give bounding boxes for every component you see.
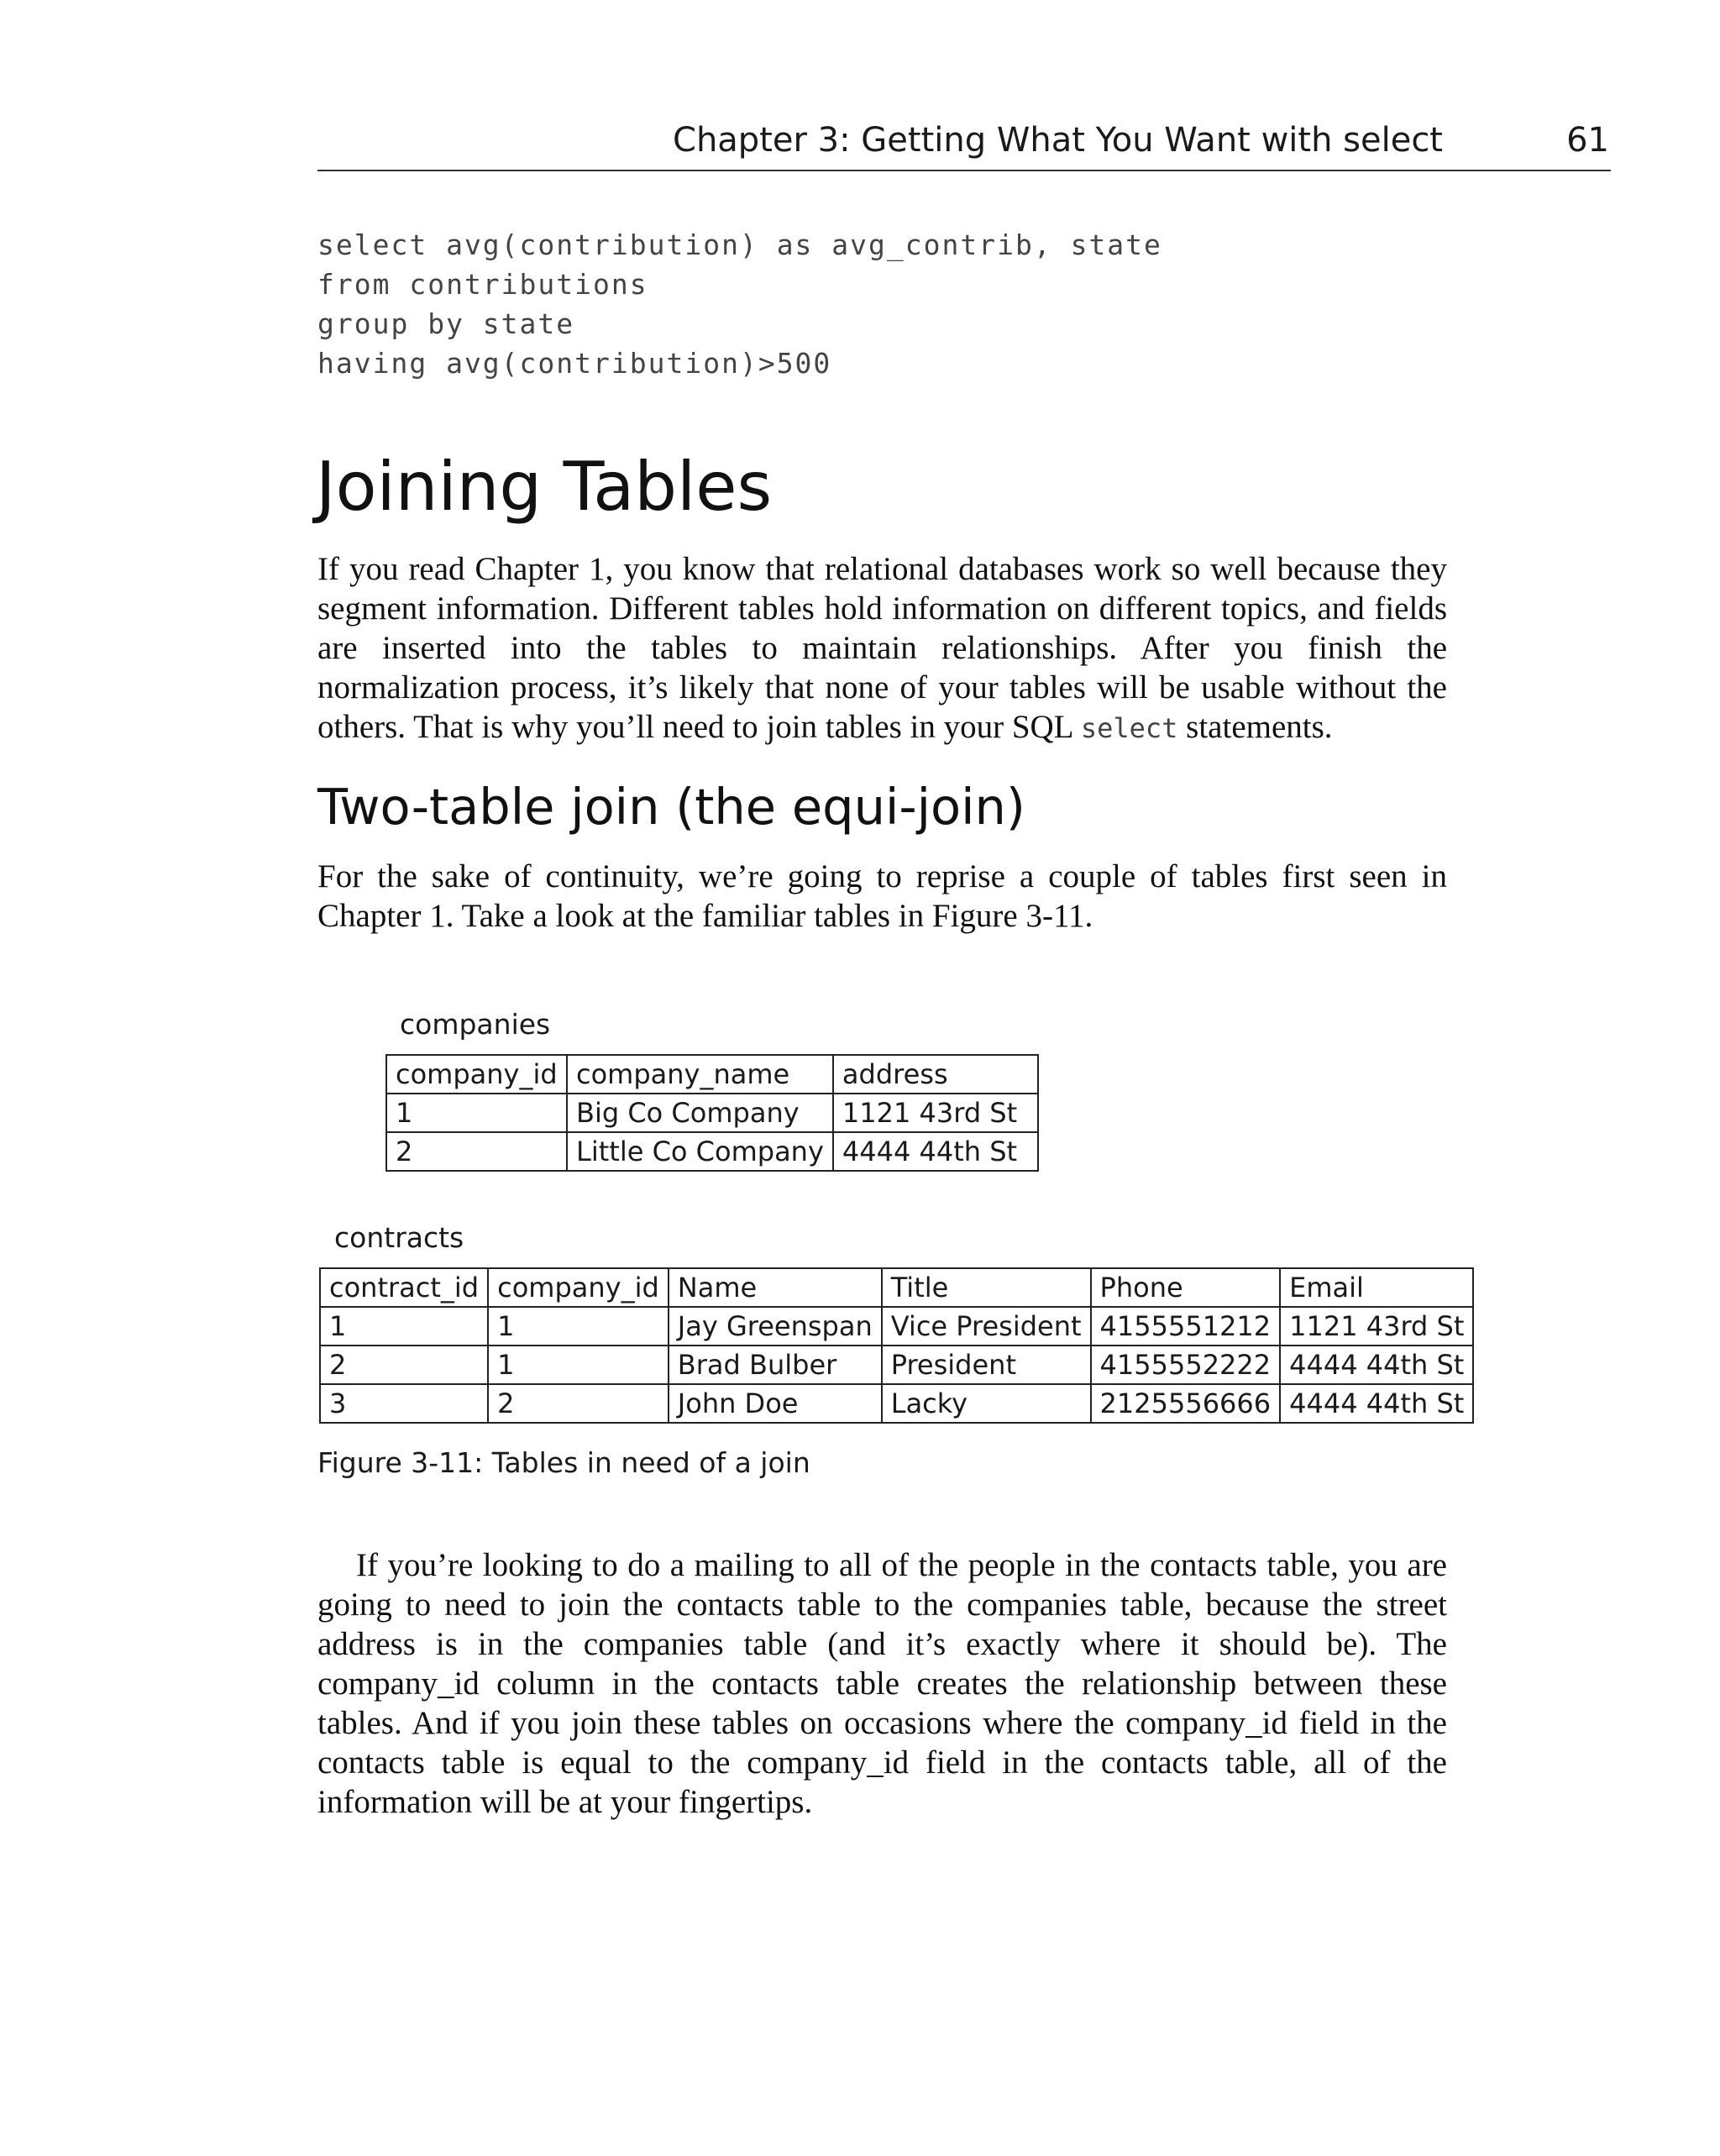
table-cell: 1121 43rd St	[833, 1094, 1038, 1132]
table-cell: 2	[488, 1384, 669, 1423]
subsection-heading: Two-table join (the equi-join)	[317, 778, 1025, 836]
figure-caption: Figure 3-11: Tables in need of a join	[317, 1446, 810, 1479]
table-cell: 1	[320, 1307, 488, 1346]
chapter-title: Chapter 3: Getting What You Want with select	[673, 121, 1443, 160]
column-header: Title	[882, 1268, 1091, 1307]
table-cell: 1	[488, 1346, 669, 1384]
column-header: address	[833, 1055, 1038, 1094]
intro-text: If you read Chapter 1, you know that relational databases work so well because they segment information. Different tables hold information on different topics, and fields are inserted into the tables to maintain relationships. After you finish the normalization process, it’s likely that none of your tables will be usable without the others. That is why you’ll need to join tables in your SQL	[317, 551, 1447, 745]
table-cell: 4444 44th St	[1280, 1384, 1473, 1423]
code-line: having avg(contribution)>500	[317, 347, 832, 380]
table-cell: 1	[488, 1307, 669, 1346]
table-cell: President	[882, 1346, 1091, 1384]
table-row	[386, 1132, 1038, 1171]
contracts-table	[319, 1267, 1474, 1424]
code-line: group by state	[317, 307, 575, 340]
table-cell: 2	[320, 1346, 488, 1384]
table-cell: Little Co Company	[567, 1132, 833, 1171]
column-header: Email	[1280, 1268, 1473, 1307]
table-cell: 4444 44th St	[1280, 1346, 1473, 1384]
intro-paragraph	[317, 549, 1447, 748]
table-cell: 4444 44th St	[833, 1132, 1038, 1171]
table-cell: 4155552222	[1091, 1346, 1281, 1384]
section-heading: Joining Tables	[316, 448, 773, 526]
table-cell: Jay Greenspan	[669, 1307, 882, 1346]
table-cell: 2125556666	[1091, 1384, 1281, 1423]
companies-table-label: companies	[400, 1008, 551, 1041]
table-cell: John Doe	[669, 1384, 882, 1423]
table-cell: Big Co Company	[567, 1094, 833, 1132]
code-line: select avg(contribution) as avg_contrib, state	[317, 228, 1162, 261]
running-header	[317, 118, 1611, 171]
column-header: company_name	[567, 1055, 833, 1094]
table-cell: 4155551212	[1091, 1307, 1281, 1346]
table-cell: Brad Bulber	[669, 1346, 882, 1384]
table-row	[320, 1346, 1473, 1384]
inline-code: select	[1080, 712, 1178, 744]
column-header: company_id	[386, 1055, 567, 1094]
code-line: from contributions	[317, 268, 648, 301]
closing-paragraph: If you’re looking to do a mailing to all of the people in the contacts table, you are going to need to join the contacts table to the companies table, because the street address is in the companies table (and it’s exactly where it should be). The company_id column in the contacts table creates the relationship between these tables. And if you join these tables on occasions where the company_id field in the contacts table is equal to the company_id field in the contacts table, all of the information will be at your fingertips.	[317, 1547, 1447, 1820]
table-cell: 3	[320, 1384, 488, 1423]
column-header: company_id	[488, 1268, 669, 1307]
column-header: contract_id	[320, 1268, 488, 1307]
table-cell: 2	[386, 1132, 567, 1171]
companies-table	[385, 1054, 1039, 1172]
table-header-row	[320, 1268, 1473, 1307]
table-cell: 1121 43rd St	[1280, 1307, 1473, 1346]
column-header: Phone	[1091, 1268, 1281, 1307]
table-row	[386, 1094, 1038, 1132]
table-cell: 1	[386, 1094, 567, 1132]
table-cell: Vice President	[882, 1307, 1091, 1346]
code-block	[317, 225, 1162, 383]
page-number: 61	[1566, 121, 1609, 160]
table-row	[320, 1384, 1473, 1423]
intro-text-end: statements.	[1177, 709, 1333, 745]
table-cell: Lacky	[882, 1384, 1091, 1423]
table-header-row	[386, 1055, 1038, 1094]
column-header: Name	[669, 1268, 882, 1307]
contracts-table-label: contracts	[334, 1221, 464, 1254]
subsection-paragraph: For the sake of continuity, we’re going to reprise a couple of tables first seen in Chapter 1. Take a look at the familiar tables in Figure 3-11.	[317, 858, 1447, 934]
table-row	[320, 1307, 1473, 1346]
